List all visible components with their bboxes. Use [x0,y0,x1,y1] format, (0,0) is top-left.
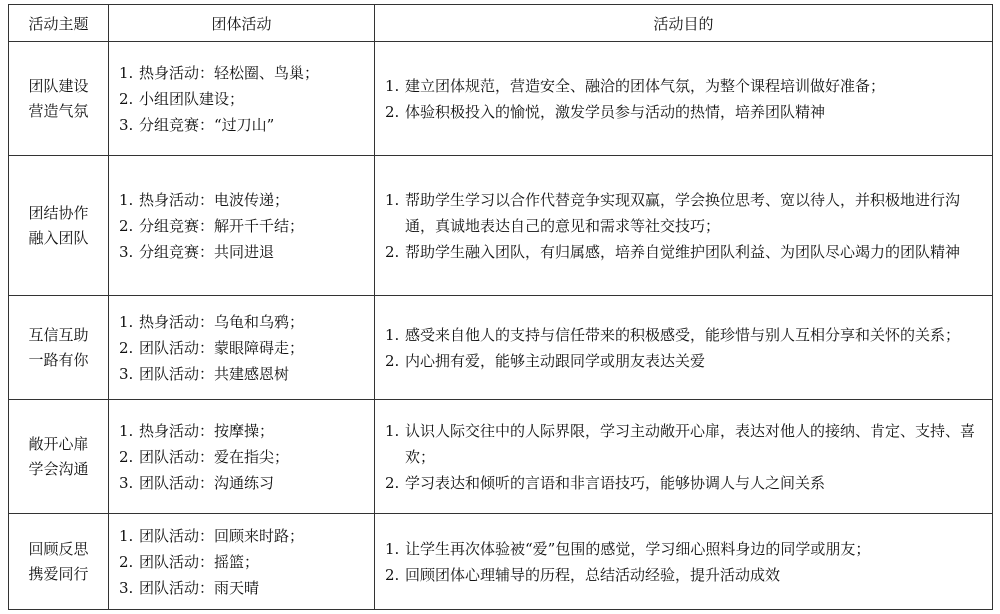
purpose-text: 认识人际交往中的人际界限，学习主动敞开心扉，表达对他人的接纳、肯定、支持、喜欢； [405,421,976,466]
theme-line: 互信互助 [28,325,89,344]
table-row [9,42,993,156]
theme-cell [9,156,109,296]
purpose-list [385,322,984,374]
activity-text: 小组团队建设； [139,89,245,108]
purpose-cell [375,400,993,514]
list-number: 2. [119,338,134,357]
purpose-cell [375,514,993,610]
theme-line: 回顾反思 [28,539,89,558]
activity-text: 团队活动：雨天晴 [139,578,260,597]
table-row [9,296,993,400]
theme-line: 营造气氛 [28,101,89,120]
activity-text: 热身活动：按摩操； [139,421,275,440]
table-row [9,156,993,296]
activity-text: 分组竞赛：解开千千结； [139,216,305,235]
activities-cell [109,296,375,400]
list-item [385,239,984,265]
theme-cell [9,514,109,610]
activity-text: 分组竞赛：“过刀山” [139,115,275,134]
activity-text: 团队活动：摇篮； [139,552,260,571]
purpose-list [385,187,984,265]
purpose-list [385,536,984,588]
list-item [385,322,984,348]
activities-cell [109,400,375,514]
list-item [385,470,984,496]
activity-text: 热身活动：轻松圈、鸟巢； [139,63,320,82]
activities-cell [109,514,375,610]
list-number: 2. [385,473,400,492]
header-theme: 活动主题 [9,5,109,42]
activity-table-container [8,4,992,608]
theme-line: 学会沟通 [28,459,89,478]
purpose-text: 帮助学生融入团队，有归属感，培养自觉维护团队利益、为团队尽心竭力的团队精神 [405,242,961,261]
purpose-text: 感受来自他人的支持与信任带来的积极感受，能珍惜与别人互相分享和关怀的关系； [405,325,961,344]
list-number: 2. [385,242,400,261]
activity-text: 热身活动：乌龟和乌鸦； [139,312,305,331]
list-number: 1. [119,63,134,82]
theme-cell [9,42,109,156]
purpose-text: 学习表达和倾听的言语和非言语技巧，能够协调人与人之间关系 [405,473,826,492]
activities-list [119,60,366,138]
header-purpose: 活动目的 [375,5,993,42]
activity-text: 团队活动：回顾来时路； [139,526,305,545]
activities-list [119,523,366,601]
table-header-row [9,5,993,42]
activities-list [119,309,366,387]
activity-text: 团队活动：爱在指尖； [139,447,290,466]
list-item [119,523,366,549]
list-number: 1. [119,421,134,440]
activity-text: 热身活动：电波传递； [139,190,290,209]
purpose-cell [375,296,993,400]
list-item [385,418,984,470]
theme-cell [9,400,109,514]
activity-text: 团队活动：沟通练习 [139,473,275,492]
list-number: 3. [119,242,134,261]
list-number: 3. [119,473,134,492]
list-number: 2. [119,552,134,571]
purpose-text: 建立团体规范，营造安全、融洽的团体气氛，为整个课程培训做好准备； [405,76,886,95]
purpose-text: 帮助学生学习以合作代替竞争实现双赢，学会换位思考、宽以待人，并积极地进行沟通，真诚地表达自己的意见和需求等社交技巧； [405,190,961,235]
list-number: 1. [385,325,400,344]
list-number: 1. [119,312,134,331]
list-item [385,536,984,562]
table-row [9,514,993,610]
list-number: 2. [119,89,134,108]
list-item [119,60,366,86]
list-number: 2. [119,216,134,235]
list-number: 1. [385,190,400,209]
purpose-cell [375,156,993,296]
list-item [119,418,366,444]
list-item [385,187,984,239]
list-item [119,86,366,112]
list-number: 2. [385,565,400,584]
activities-cell [109,42,375,156]
purpose-text: 内心拥有爱，能够主动跟同学或朋友表达关爱 [405,351,706,370]
theme-line: 敞开心扉 [28,434,89,453]
list-item [119,335,366,361]
list-number: 3. [119,578,134,597]
activity-text: 分组竞赛：共同进退 [139,242,275,261]
list-item [385,348,984,374]
list-item [119,470,366,496]
list-number: 2. [385,351,400,370]
list-item [385,99,984,125]
table-body [9,42,993,610]
table-row [9,400,993,514]
list-number: 1. [385,539,400,558]
list-item [385,73,984,99]
purpose-list [385,73,984,125]
list-item [119,187,366,213]
list-number: 2. [119,447,134,466]
list-number: 1. [119,190,134,209]
purpose-text: 让学生再次体验被“爱”包围的感觉，学习细心照料身边的同学或朋友； [405,539,871,558]
theme-line: 团队建设 [28,76,89,95]
list-number: 2. [385,102,400,121]
theme-line: 携爱同行 [28,564,89,583]
list-number: 1. [385,76,400,95]
purpose-list [385,418,984,496]
header-activities: 团体活动 [109,5,375,42]
list-item [385,562,984,588]
theme-line: 团结协作 [28,203,89,222]
list-number: 1. [385,421,400,440]
list-item [119,309,366,335]
list-item [119,361,366,387]
activity-text: 团队活动：蒙眼障碍走； [139,338,305,357]
list-number: 1. [119,526,134,545]
activities-cell [109,156,375,296]
theme-line: 融入团队 [28,228,89,247]
list-item [119,444,366,470]
activity-table [8,4,993,610]
activities-list [119,187,366,265]
list-item [119,239,366,265]
list-number: 3. [119,115,134,134]
list-item [119,575,366,601]
activities-list [119,418,366,496]
theme-line: 一路有你 [28,350,89,369]
purpose-text: 回顾团体心理辅导的历程，总结活动经验，提升活动成效 [405,565,781,584]
purpose-text: 体验积极投入的愉悦，激发学员参与活动的热情，培养团队精神 [405,102,826,121]
list-item [119,112,366,138]
list-item [119,549,366,575]
list-item [119,213,366,239]
list-number: 3. [119,364,134,383]
theme-cell [9,296,109,400]
purpose-cell [375,42,993,156]
activity-text: 团队活动：共建感恩树 [139,364,290,383]
